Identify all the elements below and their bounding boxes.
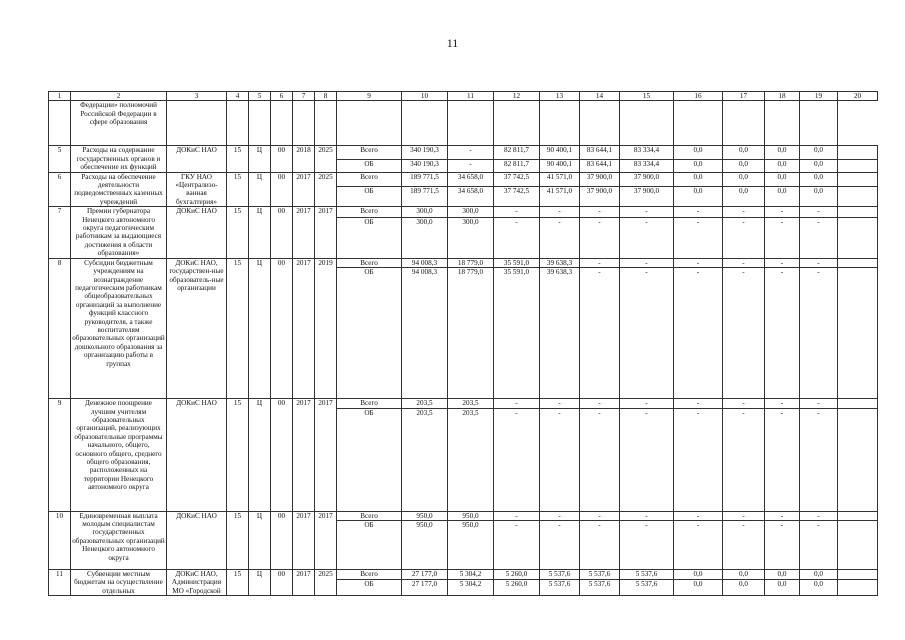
- amount-cell: 5 537,6: [620, 580, 674, 596]
- empty-cell: [580, 101, 620, 146]
- amount-cell: 82 811,7: [494, 159, 540, 172]
- amount-cell: 300,0: [448, 207, 494, 218]
- empty-cell: [765, 101, 800, 146]
- amount-cell: 203,5: [448, 408, 494, 511]
- amount-cell: -: [540, 511, 580, 520]
- amount-cell: 5 537,6: [580, 569, 620, 579]
- code-cell: 2017: [315, 207, 337, 258]
- amount-cell: -: [494, 520, 540, 569]
- amount-cell: -: [723, 511, 765, 520]
- amount-cell: 950,0: [448, 511, 494, 520]
- row-number-cell: 11: [49, 569, 71, 595]
- amount-cell: -: [800, 520, 838, 569]
- empty-cell: [838, 399, 878, 408]
- amount-cell: 5 260,0: [494, 569, 540, 579]
- empty-cell: [838, 172, 878, 187]
- funding-source-cell: ОБ: [337, 520, 402, 569]
- amount-cell: -: [620, 520, 674, 569]
- amount-cell: 83 644,1: [580, 159, 620, 172]
- amount-cell: 18 779,0: [448, 268, 494, 399]
- code-cell: 2017: [293, 511, 315, 569]
- column-number-cell: 20: [838, 92, 878, 101]
- amount-cell: -: [494, 511, 540, 520]
- amount-cell: -: [800, 408, 838, 511]
- executor-cell: ДОКиС НАО: [167, 399, 227, 511]
- empty-cell: [540, 101, 580, 146]
- amount-cell: -: [580, 268, 620, 399]
- amount-cell: -: [765, 217, 800, 258]
- amount-cell: 340 190,3: [402, 159, 448, 172]
- amount-cell: 5 304,2: [448, 569, 494, 579]
- amount-cell: -: [448, 159, 494, 172]
- executor-cell: ДОКиС НАО: [167, 207, 227, 258]
- amount-cell: -: [723, 268, 765, 399]
- amount-cell: 0,0: [674, 580, 723, 596]
- code-cell: 2017: [315, 511, 337, 569]
- amount-cell: -: [620, 217, 674, 258]
- funding-source-cell: ОБ: [337, 187, 402, 207]
- empty-cell: [838, 258, 878, 267]
- amount-cell: 0,0: [723, 569, 765, 579]
- code-cell: 15: [227, 399, 249, 511]
- amount-cell: 340 190,3: [402, 146, 448, 159]
- amount-cell: 0,0: [723, 159, 765, 172]
- code-cell: Ц: [249, 172, 271, 207]
- amount-cell: 0,0: [800, 187, 838, 207]
- row-number-cell: 10: [49, 511, 71, 569]
- amount-cell: -: [580, 207, 620, 218]
- amount-cell: -: [674, 268, 723, 399]
- amount-cell: -: [580, 399, 620, 408]
- amount-cell: 37 742,5: [494, 187, 540, 207]
- code-cell: Ц: [249, 569, 271, 595]
- amount-cell: 950,0: [448, 520, 494, 569]
- funding-source-cell: ОБ: [337, 408, 402, 511]
- funding-source-cell: ОБ: [337, 580, 402, 596]
- amount-cell: -: [765, 207, 800, 218]
- amount-cell: -: [723, 399, 765, 408]
- amount-cell: 0,0: [765, 172, 800, 187]
- amount-cell: -: [800, 207, 838, 218]
- table-row: [49, 172, 878, 187]
- amount-cell: -: [674, 207, 723, 218]
- code-cell: 2017: [293, 207, 315, 258]
- column-number-cell: 18: [765, 92, 800, 101]
- activity-name-cell: Денежное поощрение лучшим учителям образовательных организаций, реализующих образовательные программы начального, общего, основного общего, среднего общего образования, расположенных на территории Ненецкого автономного округа: [71, 399, 167, 511]
- funding-source-cell: Всего: [337, 569, 402, 579]
- column-number-cell: 2: [71, 92, 167, 101]
- row-number-cell: 9: [49, 399, 71, 511]
- column-number-cell: 16: [674, 92, 723, 101]
- empty-cell: [838, 569, 878, 579]
- code-cell: Ц: [249, 146, 271, 172]
- amount-cell: 27 177,0: [402, 569, 448, 579]
- column-number-cell: 14: [580, 92, 620, 101]
- amount-cell: 0,0: [674, 569, 723, 579]
- amount-cell: -: [674, 217, 723, 258]
- amount-cell: -: [800, 399, 838, 408]
- column-number-cell: 17: [723, 92, 765, 101]
- amount-cell: -: [620, 268, 674, 399]
- empty-cell: [838, 207, 878, 218]
- empty-cell: [620, 101, 674, 146]
- amount-cell: -: [494, 399, 540, 408]
- funding-source-cell: Всего: [337, 258, 402, 267]
- column-number-cell: 10: [402, 92, 448, 101]
- amount-cell: -: [540, 408, 580, 511]
- header-row: [49, 92, 878, 101]
- amount-cell: 35 591,0: [494, 258, 540, 267]
- funding-source-cell: Всего: [337, 511, 402, 520]
- table-row: [49, 399, 878, 408]
- amount-cell: 0,0: [800, 159, 838, 172]
- empty-cell: [838, 146, 878, 159]
- code-cell: 2017: [293, 258, 315, 398]
- amount-cell: 90 400,1: [540, 146, 580, 159]
- executor-cell: ГКУ НАО «Централизо-ванная бухгалтерия»: [167, 172, 227, 207]
- amount-cell: -: [800, 217, 838, 258]
- amount-cell: -: [580, 408, 620, 511]
- empty-cell: [838, 520, 878, 569]
- amount-cell: -: [540, 520, 580, 569]
- amount-cell: 90 400,1: [540, 159, 580, 172]
- row-number-cell: 8: [49, 258, 71, 398]
- amount-cell: -: [580, 511, 620, 520]
- funding-source-cell: Всего: [337, 399, 402, 408]
- row-number-cell: 7: [49, 207, 71, 258]
- amount-cell: 37 900,0: [620, 187, 674, 207]
- amount-cell: 35 591,0: [494, 268, 540, 399]
- table-row: [49, 258, 878, 267]
- column-number-cell: 9: [337, 92, 402, 101]
- executor-cell: ДОКиС НАО, Администрация МО «Городской: [167, 569, 227, 595]
- empty-cell: [838, 159, 878, 172]
- amount-cell: -: [723, 207, 765, 218]
- amount-cell: -: [580, 217, 620, 258]
- empty-cell: [448, 101, 494, 146]
- amount-cell: -: [494, 217, 540, 258]
- code-cell: [293, 101, 315, 146]
- amount-cell: 189 771,5: [402, 187, 448, 207]
- amount-cell: 37 742,5: [494, 172, 540, 187]
- amount-cell: 0,0: [723, 172, 765, 187]
- funding-source-cell: Всего: [337, 172, 402, 187]
- amount-cell: -: [620, 408, 674, 511]
- column-number-cell: 1: [49, 92, 71, 101]
- amount-cell: 83 334,4: [620, 146, 674, 159]
- amount-cell: 5 537,6: [540, 580, 580, 596]
- amount-cell: -: [723, 520, 765, 569]
- code-cell: 2019: [315, 258, 337, 398]
- empty-cell: [494, 101, 540, 146]
- empty-cell: [337, 101, 402, 146]
- amount-cell: 300,0: [402, 217, 448, 258]
- table-row: [49, 569, 878, 579]
- code-cell: 15: [227, 146, 249, 172]
- code-cell: [315, 101, 337, 146]
- amount-cell: -: [800, 268, 838, 399]
- amount-cell: -: [723, 258, 765, 267]
- funding-source-cell: Всего: [337, 207, 402, 218]
- amount-cell: 189 771,5: [402, 172, 448, 187]
- amount-cell: 300,0: [402, 207, 448, 218]
- code-cell: Ц: [249, 399, 271, 511]
- amount-cell: 950,0: [402, 511, 448, 520]
- empty-cell: [838, 187, 878, 207]
- amount-cell: -: [580, 258, 620, 267]
- activity-name-cell: Расходы на обеспечение деятельности подведомственных казенных учреждений: [71, 172, 167, 207]
- amount-cell: -: [723, 408, 765, 511]
- amount-cell: -: [723, 217, 765, 258]
- code-cell: 15: [227, 511, 249, 569]
- amount-cell: -: [765, 408, 800, 511]
- row-number-cell: 6: [49, 172, 71, 207]
- column-number-cell: 5: [249, 92, 271, 101]
- page-number: 11: [446, 36, 459, 50]
- activity-name-cell: Субвенции местным бюджетам на осуществление отдельных: [71, 569, 167, 595]
- amount-cell: 0,0: [765, 187, 800, 207]
- amount-cell: 39 638,3: [540, 268, 580, 399]
- amount-cell: -: [620, 399, 674, 408]
- executor-cell: ДОКиС НАО: [167, 511, 227, 569]
- amount-cell: -: [800, 511, 838, 520]
- amount-cell: 0,0: [723, 580, 765, 596]
- amount-cell: 0,0: [765, 569, 800, 579]
- code-cell: 00: [271, 172, 293, 207]
- amount-cell: -: [674, 399, 723, 408]
- amount-cell: 94 008,3: [402, 258, 448, 267]
- code-cell: 2017: [293, 569, 315, 595]
- code-cell: 00: [271, 258, 293, 398]
- empty-cell: [838, 511, 878, 520]
- amount-cell: 18 779,0: [448, 258, 494, 267]
- amount-cell: -: [580, 520, 620, 569]
- funding-source-cell: ОБ: [337, 159, 402, 172]
- amount-cell: 203,5: [402, 399, 448, 408]
- amount-cell: 300,0: [448, 217, 494, 258]
- amount-cell: 39 638,3: [540, 258, 580, 267]
- code-cell: 2017: [293, 172, 315, 207]
- amount-cell: -: [448, 146, 494, 159]
- amount-cell: -: [540, 207, 580, 218]
- funding-source-cell: ОБ: [337, 268, 402, 399]
- amount-cell: 0,0: [800, 146, 838, 159]
- empty-cell: [402, 101, 448, 146]
- amount-cell: -: [540, 217, 580, 258]
- empty-cell: [838, 408, 878, 511]
- code-cell: 00: [271, 511, 293, 569]
- amount-cell: -: [765, 511, 800, 520]
- amount-cell: -: [540, 399, 580, 408]
- amount-cell: 27 177,0: [402, 580, 448, 596]
- amount-cell: -: [674, 258, 723, 267]
- amount-cell: 203,5: [402, 408, 448, 511]
- amount-cell: -: [800, 258, 838, 267]
- amount-cell: 0,0: [800, 580, 838, 596]
- empty-cell: [838, 217, 878, 258]
- code-cell: 2017: [293, 399, 315, 511]
- row-number-cell: 5: [49, 146, 71, 172]
- amount-cell: -: [620, 207, 674, 218]
- amount-cell: -: [765, 258, 800, 267]
- executor-cell: ДОКиС НАО: [167, 146, 227, 172]
- activity-name-cell: Федерации» полномочий Российской Федерации в сфере образования: [71, 101, 167, 146]
- code-cell: [271, 101, 293, 146]
- column-number-cell: 11: [448, 92, 494, 101]
- funding-source-cell: Всего: [337, 146, 402, 159]
- amount-cell: 0,0: [765, 146, 800, 159]
- amount-cell: 83 334,4: [620, 159, 674, 172]
- amount-cell: 0,0: [765, 580, 800, 596]
- amount-cell: -: [674, 408, 723, 511]
- table-row: [49, 511, 878, 520]
- executor-cell: [167, 101, 227, 146]
- table-row: [49, 207, 878, 218]
- table-row: [49, 146, 878, 159]
- code-cell: Ц: [249, 511, 271, 569]
- code-cell: 00: [271, 207, 293, 258]
- amount-cell: 34 658,0: [448, 187, 494, 207]
- amount-cell: -: [674, 511, 723, 520]
- code-cell: 2025: [315, 146, 337, 172]
- code-cell: 15: [227, 172, 249, 207]
- code-cell: [249, 101, 271, 146]
- amount-cell: 0,0: [800, 172, 838, 187]
- code-cell: 2025: [315, 172, 337, 207]
- column-number-cell: 3: [167, 92, 227, 101]
- activity-name-cell: Расходы на содержание государственных органов и обеспечение их функций: [71, 146, 167, 172]
- amount-cell: -: [674, 520, 723, 569]
- amount-cell: 5 304,2: [448, 580, 494, 596]
- code-cell: 15: [227, 258, 249, 398]
- amount-cell: -: [494, 408, 540, 511]
- amount-cell: 5 260,0: [494, 580, 540, 596]
- code-cell: 2025: [315, 569, 337, 595]
- empty-cell: [674, 101, 723, 146]
- empty-cell: [800, 101, 838, 146]
- activity-name-cell: Единовременная выплата молодым специалистам государственных образовательных организаций Ненецкого автономного округа: [71, 511, 167, 569]
- amount-cell: -: [765, 399, 800, 408]
- amount-cell: 37 900,0: [620, 172, 674, 187]
- column-number-cell: 6: [271, 92, 293, 101]
- amount-cell: 37 900,0: [580, 172, 620, 187]
- amount-cell: 83 644,1: [580, 146, 620, 159]
- code-cell: 00: [271, 146, 293, 172]
- amount-cell: -: [620, 258, 674, 267]
- table-row: [49, 101, 878, 146]
- amount-cell: 37 900,0: [580, 187, 620, 207]
- code-cell: Ц: [249, 258, 271, 398]
- column-number-cell: 12: [494, 92, 540, 101]
- code-cell: 15: [227, 569, 249, 595]
- amount-cell: 82 811,7: [494, 146, 540, 159]
- column-number-cell: 13: [540, 92, 580, 101]
- column-number-cell: 8: [315, 92, 337, 101]
- activity-name-cell: Премии губернатора Ненецкого автономного округа педагогическим работникам за выдающиеся достижения в области образования»: [71, 207, 167, 258]
- amount-cell: 5 537,6: [540, 569, 580, 579]
- amount-cell: 94 008,3: [402, 268, 448, 399]
- amount-cell: 950,0: [402, 520, 448, 569]
- column-number-cell: 19: [800, 92, 838, 101]
- amount-cell: 0,0: [674, 172, 723, 187]
- amount-cell: -: [620, 511, 674, 520]
- column-number-cell: 7: [293, 92, 315, 101]
- row-number-cell: [49, 101, 71, 146]
- code-cell: 00: [271, 569, 293, 595]
- amount-cell: 34 658,0: [448, 172, 494, 187]
- column-number-cell: 15: [620, 92, 674, 101]
- amount-cell: 5 537,6: [620, 569, 674, 579]
- amount-cell: 0,0: [765, 159, 800, 172]
- amount-cell: 0,0: [674, 187, 723, 207]
- activity-name-cell: Субсидии бюджетным учреждениям на вознаграждение педагогическим работникам общеобразовательных организаций за выполнение функций классного руководителя, а также воспитателям образовательных организаций дошкольного образования за организацию работы в группах: [71, 258, 167, 398]
- amount-cell: 41 571,0: [540, 172, 580, 187]
- executor-cell: ДОКиС НАО, государствен-ные образователь-ные организации: [167, 258, 227, 398]
- empty-cell: [838, 268, 878, 399]
- funding-source-cell: ОБ: [337, 217, 402, 258]
- empty-cell: [838, 580, 878, 596]
- code-cell: 2018: [293, 146, 315, 172]
- amount-cell: -: [765, 268, 800, 399]
- empty-cell: [723, 101, 765, 146]
- column-number-cell: 4: [227, 92, 249, 101]
- code-cell: [227, 101, 249, 146]
- amount-cell: -: [494, 207, 540, 218]
- amount-cell: -: [765, 520, 800, 569]
- code-cell: Ц: [249, 207, 271, 258]
- budget-table: [48, 91, 878, 596]
- amount-cell: 0,0: [674, 159, 723, 172]
- code-cell: 15: [227, 207, 249, 258]
- amount-cell: 203,5: [448, 399, 494, 408]
- amount-cell: 0,0: [723, 187, 765, 207]
- code-cell: 2017: [315, 399, 337, 511]
- amount-cell: 41 571,0: [540, 187, 580, 207]
- amount-cell: 0,0: [800, 569, 838, 579]
- amount-cell: 0,0: [723, 146, 765, 159]
- amount-cell: 5 537,6: [580, 580, 620, 596]
- code-cell: 00: [271, 399, 293, 511]
- amount-cell: 0,0: [674, 146, 723, 159]
